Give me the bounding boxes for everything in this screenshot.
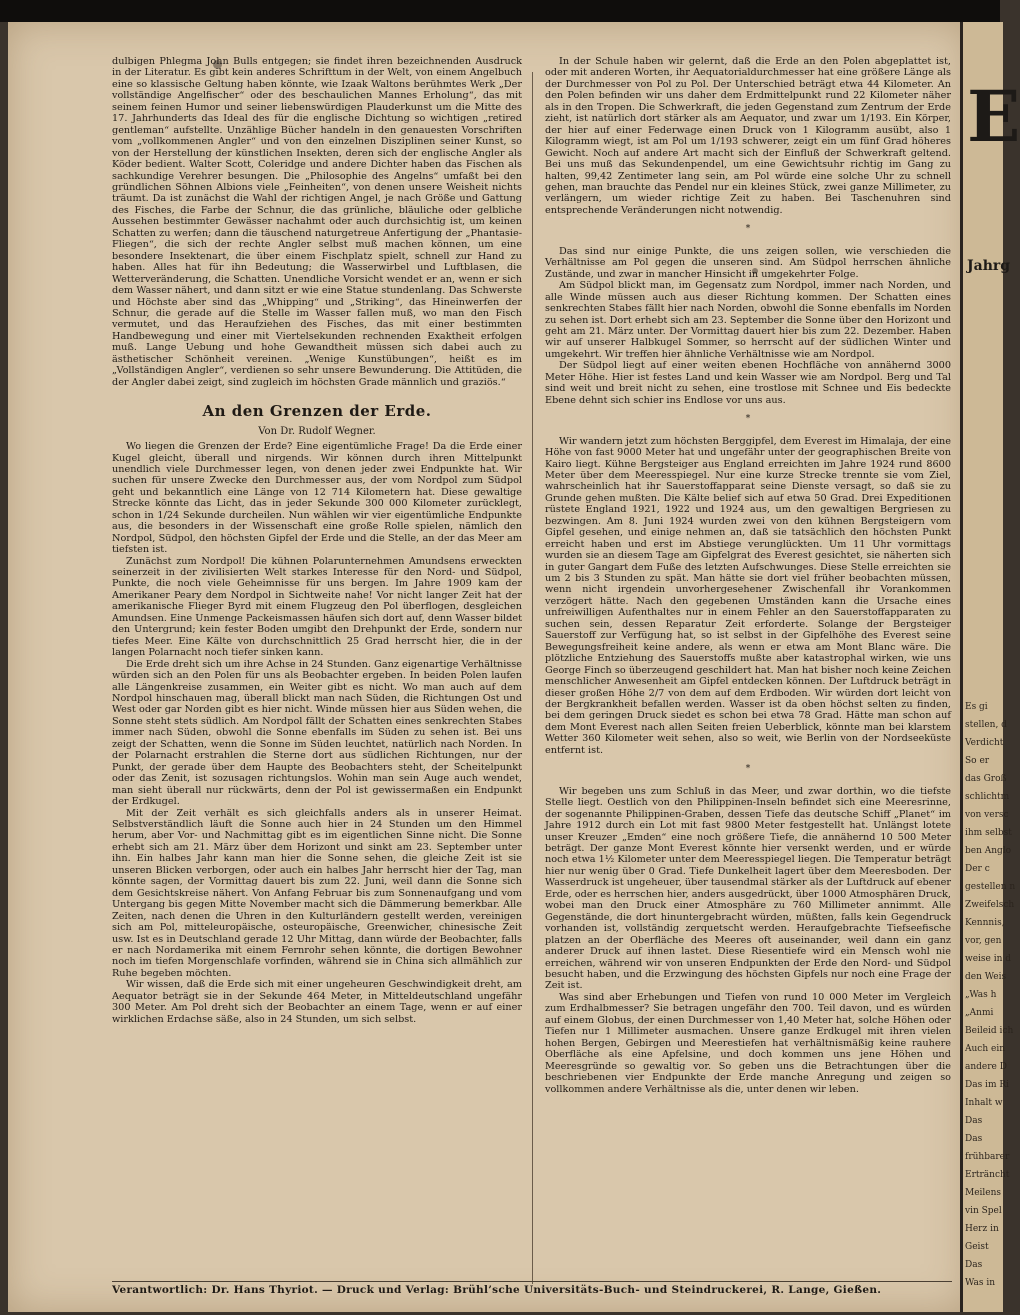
adjacent-page-text-fragment: ihm selbst: [965, 828, 1012, 838]
adjacent-page-text-fragment: von versc: [965, 810, 1009, 820]
essay-continuation-paragraph: dulbigen Phlegma John Bulls entgegen; sie findet ihren bezeichnenden Ausdruck in der Literatur. Es gibt kein anderes Schrifttum in der Welt, von einem Angelbuch eine so klassische Geltung haben könnte, wie Izaak Waltons berühmtes Werk „Der vollständige Angelfischer“ oder des beschaulichen Mannes Erholung“, das mit seinem feinen Humor und seiner liebenswürdigen Plauderkunst um die Mitte des 17. Jahrhunderts das Ideal des für die englische Dichtung so wichtigen „retired gentleman“ aufstellte. Unzählige Bücher handeln in den genauesten Vorschriften vom „vollkommenen Angler“ und von den einzelnen Disziplinen seiner Kunst, so von der Herstellung der künstlichen Insekten, deren sich der englische Angler als Köder bedient. Walter Scott, Coleridge und andere Dichter haben das Fischen als sachkundige Verehrer besungen. Die „Philosophie des Angelns“ umfaßt bei den gründlichen Söhnen Albions viele „Feinheiten“, von denen unsere Weisheit nichts träumt. Da ist zunächst die Wahl der richtigen Angel, je nach Größe und Gattung des Fisches, die Farbe der Schnur, die das grünliche, bläuliche oder gelbliche Aussehen bestimmter Gewässer nachahmt oder auch durchsichtig ist, um keinen Schatten zu werfen; dann die täuschend naturgetreue Anfertigung der „Phantasie-Fliegen“, die sich der rechte Angler selbst muß machen können, um eine besondere Insektenart, die über einem Fischplatz spielt, schnell zur Hand zu haben. Alles hat für ihn Bedeutung; die Wasserwirbel und Luftblasen, die Wetterveränderung, die Schatten. Unendliche Vorsicht wendet er an, wenn er sich dem Wasser nähert, und dann sitzt er wie eine Statue stundenlang. Das Schwerste und Höchste aber sind das „Whipping“ und „Striking“, das Hineinwerfen der Schnur, die gerade auf die Stelle im Wasser fallen muß, wo man den Fisch vermutet, und das Heraufziehen des Fisches, das mit einer bestimmten Handbewegung und einer mit Viertelsekunden rechnenden Exaktheit erfolgen muß. Lange Uebung und hohe Gewandtheit müssen sich dabei auch zu ästhetischer Schönheit vereinen. „Wenige Kunstübungen“, heißt es im „Vollständigen Angler“, verdienen so sehr unsere Bewunderung. Die Attitüden, die der Angler dabei zeigt, sind zugleich im höchsten Grade männlich und graziös.“: [112, 56, 522, 388]
imprint-footer: Verantwortlich: Dr. Hans Thyriot. — Druck und Verlag: Brühl’sche Universitäts-Buch- und Steindruckerei, R. Lange, Gießen.: [112, 1284, 882, 1296]
adjacent-page-text-fragment: Das: [965, 1116, 983, 1126]
article-paragraph: Zunächst zum Nordpol! Die kühnen Polarunternehmen Amundsens erweckten seinerzeit in der zivilisierten Welt starkes Interesse für den Nord- und Südpol, Punkte, die noch viele Geheimnisse für uns bergen. Im Jahre 1909 kam der Amerikaner Peary dem Nordpol in Sichtweite nahe! Vor nicht langer Zeit hat der amerikanische Flieger Byrd mit einem Flugzeug den Pol überflogen, desgleichen Amundsen. Eine Unmenge Packeismassen häufen sich dort auf, denn Wasser bildet den Untergrund; kein fester Boden umgibt den Drehpunkt der Erde, sondern nur tiefes Meer. Eine Kälte von durchschnittlich 25 Grad herrscht hier, die in der langen Polarnacht noch tiefer sinken kann.: [112, 555, 522, 659]
column-divider: [532, 72, 533, 1284]
article-paragraph: In der Schule haben wir gelernt, daß die Erde an den Polen abgeplattet ist, oder mit anderen Worten, ihr Aequatorialdurchmesser hat eine größere Länge als der Durchmesser von Pol zu Pol. Der Unterschied beträgt etwa 44 Kilometer. An den Polen befinden wir uns daher dem Erdmittelpunkt rund 22 Kilometer näher als in den Tropen. Die Schwerkraft, die jeden Gegenstand zum Zentrum der Erde zieht, ist natürlich dort stärker als am Aequator, und zwar um 1/193. Ein Körper, der hier auf einer Federwage einen Druck von 1 Kilogramm ausübt, also 1 Kilogramm wiegt, ist am Pol um 1/193 schwerer, zeigt ein um fünf Grad höheres Gewicht. Noch auf andere Art macht sich der Einfluß der Schwerkraft geltend. Bei uns muß das Sekundenpendel, um eine Gewichtsuhr richtig im Gang zu halten, 99,42 Zentimeter lang sein, am Pol würde eine solche Uhr zu schnell gehen, man brauchte das Pendel nur ein kleines Stück, zwei ganze Millimeter, zu verlängern, um wieder richtige Zeit zu haben. Bei Taschenuhren sind entsprechende Veränderungen nicht notwendig.: [545, 56, 951, 216]
adjacent-page-text-fragment: Geist: [965, 1242, 989, 1252]
adjacent-page-text-fragment: „Anmi: [965, 1008, 994, 1018]
adjacent-page-text-fragment: Das im Ri: [965, 1080, 1009, 1090]
right-column: [545, 56, 951, 1261]
volume-header-fragment: Jahrg: [967, 258, 1011, 274]
adjacent-page-text-fragment: den Weis: [965, 972, 1007, 982]
adjacent-page-text-fragment: Kennnis,: [965, 918, 1005, 928]
adjacent-page-text-fragment: frühbarer: [965, 1152, 1010, 1162]
article-paragraph: Das sind nur einige Punkte, die uns zeigen sollen, wie verschieden die Verhältnisse am Pol gegen die unseren sind. Am Südpol herrschen ähnliche Zustände, und zwar in mancher Hinsicht in umgekehrter Folge.: [545, 245, 951, 280]
adjacent-page-text-fragment: Was in: [965, 1278, 995, 1288]
adjacent-page-text-fragment: So er: [965, 756, 990, 766]
adjacent-page-text-fragment: weise in d: [965, 954, 1012, 964]
section-separator: *: [745, 764, 751, 775]
adjacent-page-text-fragment: Meilens: [965, 1188, 1002, 1198]
article-paragraph: Mit der Zeit verhält es sich gleichfalls anders als in unserer Heimat. Selbstverständlich läuft die Sonne auch hier in 24 Stunden um den Himmel herum, aber Vor- und Nachmittag gibt es im eigentlichen Sinne nicht. Die Sonne erhebt sich am 21. März über dem Horizont und sinkt am 23. September unter ihn. Ein halbes Jahr kann man hier die Sonne sehen, die gleiche Zeit ist sie unseren Blicken verborgen, oder auch ein halbes Jahr herrscht hier der Tag, man könnte sagen, der Vormittag dauert bis zum 22. Juni, weil dann die Sonne sich dem Gesichtskreise nähert. Von Anfang Februar bis zum Sonnenaufgang und vom Untergang bis gegen Mitte November macht sich die Dämmerung bemerkbar. Alle Zeiten, nach denen die Uhren in den Kulturländern gestellt werden, vereinigen sich am Pol, mitteleuropäische, osteuropäische, Greenwicher, chinesische Zeit usw. Ist es in Deutschland gerade 12 Uhr Mittag, dann würde der Beobachter, falls er nach Nordamerika mit einem Fernrohr sehen könnte, die dortigen Bewohner noch im tiefen Morgenschlafe vorfinden, während sie in China sich allmählich zur Ruhe begeben möchten.: [112, 807, 522, 979]
adjacent-page-text-fragment: stellen, d: [965, 720, 1007, 730]
article-title: An den Grenzen der Erde.: [202, 402, 432, 421]
adjacent-page-text-fragment: Es gi: [965, 702, 988, 712]
article-byline: Von Dr. Rudolf Wegner.: [258, 425, 376, 437]
left-column: [112, 56, 522, 1261]
adjacent-page-text-fragment: Auch ein: [965, 1044, 1005, 1054]
article-paragraph: Wo liegen die Grenzen der Erde? Eine eigentümliche Frage! Da die Erde einer Kugel gleicht, überall und nirgends. Wir können durch ihren Mittelpunkt unendlich viele Durchmesser legen, von denen jeder zwei Endpunkte hat. Wir suchen für unsere Zwecke den Durchmesser aus, der vom Nordpol zum Südpol geht und bekanntlich eine Länge von 12 714 Kilometern hat. Diese gewaltige Strecke könnte das Licht, das in jeder Sekunde 300 000 Kilometer zurücklegt, schon in 1/24 Sekunde durcheilen. Nun wählen wir vier eigentümliche Endpunkte aus, die besonders in der Wissenschaft eine große Rolle spielen, nämlich den Nordpol, Südpol, den höchsten Gipfel der Erde und die Stelle, an der das Meer am tiefsten ist.: [112, 441, 522, 556]
article-paragraph: Wir wissen, daß die Erde sich mit einer ungeheuren Geschwindigkeit dreht, am Aequator beträgt sie in der Sekunde 464 Meter, in Mitteldeutschland ungefähr 300 Meter. Am Pol dreht sich der Beobachter an einem Tage, wenn er auf einer wirklichen Erdachse säße, also in 24 Stunden, um sich selbst.: [112, 979, 522, 1025]
article-paragraph: Die Erde dreht sich um ihre Achse in 24 Stunden. Ganz eigenartige Verhältnisse würden sich an den Polen für uns als Beobachter ergeben. In beiden Polen laufen alle Längenkreise zusammen, ein Weiter gibt es nicht. Wo man auch auf dem Nordpol hinschauen mag, überall blickt man nach Süden, die Richtungen Ost und West oder gar Norden gibt es hier nicht. Winde müssen hier aus Süden wehen, die Sonne steht stets südlich. Am Nordpol fällt der Schatten eines senkrechten Stabes immer nach Süden, obwohl die Sonne ebenfalls im Süden zu sehen ist. Bei uns zeigt der Schatten, wenn die Sonne im Süden leuchtet, natürlich nach Norden. In der Polarnacht erstrahlen die Sterne dort aus südlichen Richtungen, nur der Punkt, der gerade über dem Haupte des Beobachters steht, der Scheitelpunkt oder das Zenit, ist sozusagen richtungslos. Wohin man sein Auge auch wendet, man sieht überall nur rückwärts, denn der Pol ist gewissermaßen ein Endpunkt der Erdkugel.: [112, 658, 522, 808]
adjacent-page-text-fragment: andere D: [965, 1062, 1007, 1072]
section-separator: *: [745, 414, 751, 425]
adjacent-page-text-fragment: Beileid ich: [965, 1026, 1014, 1036]
adjacent-page-text-fragment: gestellen n: [965, 882, 1016, 892]
footer-rule: [112, 1281, 952, 1282]
adjacent-page-text-fragment: Erträncht: [965, 1170, 1010, 1180]
adjacent-page-text-fragment: schlichtm: [965, 792, 1010, 802]
adjacent-page-text-fragment: Zweifelsch: [965, 900, 1015, 910]
adjacent-page-text-fragment: Inhalt w: [965, 1098, 1003, 1108]
adjacent-page-text-fragment: vin Spel: [965, 1206, 1002, 1216]
adjacent-page-text-fragment: vor, gen: [965, 936, 1002, 946]
adjacent-page-text-fragment: Herz in: [965, 1224, 999, 1234]
article-paragraph: Wir begeben uns zum Schluß in das Meer, und zwar dorthin, wo die tiefste Stelle liegt. Oestlich von den Philippinen-Inseln befindet sich eine Meeresrinne, der sogenannte Philippinen-Graben, dessen Tiefe das deutsche Schiff „Planet“ im Jahre 1912 durch ein Lot mit fast 9800 Meter festgestellt hat. Unlängst lotete unser Kreuzer „Emden“ eine noch größere Tiefe, die annähernd 10 500 Meter beträgt. Der ganze Mont Everest könnte hier versenkt werden, und er würde noch etwa 1½ Kilometer unter dem Meeresspiegel liegen. Die Temperatur beträgt hier nur wenig über 0 Grad. Tiefe Dunkelheit lagert über dem Meeresboden. Der Wasserdruck ist ungeheuer, über tausendmal stärker als der Luftdruck auf ebener Erde, oder es herrschen hier, anders ausgedrückt, über 1000 Atmosphären Druck, wobei man den Druck einer Atmosphäre zu 760 Millimeter annimmt. Alle Gegenstände, die dort hinuntergebracht würden, müßten, falls kein Gegendruck vorhanden ist, vollständig zerquetscht werden. Heraufgebrachte Tiefseefische platzen an der Oberfläche des Meeres oft auseinander, weil dann ein ganz anderer Druck auf ihnen lastet. Diese Riesentiefe wird ein Mensch wohl nie erreichen, während wir von unseren Endpunkten der Erde den Nord- und Südpol besucht haben, und die Erzwingung des höchsten Gipfels nur noch eine Frage der Zeit ist.: [545, 785, 951, 992]
adjacent-page-edge: [960, 22, 1020, 1312]
article-paragraph: Der Südpol liegt auf einer weiten ebenen Hochfläche von annähernd 3000 Meter Höhe. Hier ist festes Land und kein Wasser wie am Nordpol. Berg und Tal sind weit und breit nicht zu sehen, eine trostlose mit Schnee und Eis bedeckte Ebene dehnt sich schier ins Endlose vor uns aus.: [545, 360, 951, 406]
masthead-letter: E: [967, 75, 1020, 158]
adjacent-page-text-fragment: Das: [965, 1134, 983, 1144]
adjacent-page-text-fragment: Das: [965, 1260, 983, 1270]
adjacent-page-text-fragment: „Was h: [965, 990, 997, 1000]
adjacent-page-text-fragment: Der c: [965, 864, 990, 874]
adjacent-page-text-fragment: ben Anglo: [965, 846, 1012, 856]
adjacent-page-text-fragment: das Groß: [965, 774, 1007, 784]
adjacent-page-text-fragment: Verdicht: [965, 738, 1004, 748]
section-separator: *: [745, 224, 751, 235]
article-paragraph: Was sind aber Erhebungen und Tiefen von rund 10 000 Meter im Vergleich zum Erdhalbmesser? Sie betragen ungefähr den 700. Teil davon, und es würden auf einem Globus, der einen Durchmesser von 1,40 Meter hat, solche Höhen oder Tiefen nur 1 Millimeter ausmachen. Unsere ganze Erdkugel mit ihren vielen hohen Bergen, Gebirgen und Meerestiefen hat verhältnismäßig keine rauhere Oberfläche als eine Apfelsine, und doch kommen uns jene Höhen und Meeresgründe so gewaltig vor. So geben uns die Betrachtungen über die beschriebenen vier Endpunkte der Erde manche Anregung und zeigen so vollkommen andere Verhältnisse als die, unter denen wir leben.: [545, 991, 951, 1095]
top-bar: [0, 0, 1000, 22]
article-paragraph: Wir wandern jetzt zum höchsten Berggipfel, dem Everest im Himalaja, der eine Höhe von fast 9000 Meter hat und ungefähr unter der geographischen Breite von Kairo liegt. Kühne Bergsteiger aus England erreichten im Jahre 1924 rund 8600 Meter über dem Meeresspiegel. Nur eine kurze Strecke trennte sie vom Ziel, wahrscheinlich hat ihr Sauerstoffapparat seine Dienste versagt, so daß sie zu Grunde gehen mußten. Die Kälte belief sich auf etwa 50 Grad. Drei Expeditionen rüstete England 1921, 1922 und 1924 aus, um den gewaltigen Bergriesen zu bezwingen. Am 8. Juni 1924 wurden zwei von den kühnen Bergsteigern vom Gipfel gesehen, und einige nehmen an, daß sie tatsächlich den höchsten Punkt erreicht haben und erst im Abstiege verunglückten. Um 11 Uhr vormittags wurden sie an diesem Tage am Gipfelgrat des Everest gesichtet, sie näherten sich in guter Gangart dem Fuße des letzten Aufschwunges. Diese Stelle erreichten sie um 2 bis 3 Stunden zu spät. Man hätte sie dort viel früher beobachten müssen, wenn nicht irgendein unvorhergesehener Zwischenfall ihr Vorankommen verzögert hätte. Nach den gegebenen Umständen kann die Ursache eines unfreiwilligen Aufenthaltes nur in einem Fehler an den Sauerstoffapparaten zu suchen sein, dessen Reparatur Zeit erforderte. Solange der Bergsteiger Sauerstoff zur Verfügung hat, so ist selbst in der Gipfelhöhe des Everest seine Bewegungsfreiheit keine andere, als wenn er etwa am Mont Blanc wäre. Die plötzliche Entziehung des Sauerstoffs mußte aber katastrophal wirken, wie uns George Finch so überzeugend geschildert hat. Man hat bisher noch keine Zeichen menschlicher Anwesenheit am Gipfel entdecken können. Der Luftdruck beträgt in dieser großen Höhe 2/7 von dem auf dem Erdboden. Wir würden dort leicht von der Bergkrankheit befallen werden. Wasser ist da oben höchst selten zu finden, bei dem geringen Druck siedet es schon bei etwa 78 Grad. Hätte man schon auf dem Mont Everest nach allen Seiten freien Ueberblick, könnte man bei klarstem Wetter 360 Kilometer weit sehen, also so weit, wie Berlin von der Nordseeküste entfernt ist.: [545, 435, 951, 756]
article-paragraph: Am Südpol blickt man, im Gegensatz zum Nordpol, immer nach Norden, und alle Winde müssen auch aus dieser Richtung kommen. Der Schatten eines senkrechten Stabes fällt hier nach Norden, obwohl die Sonne ebenfalls im Norden zu sehen ist. Dort erhebt sich am 23. September die Sonne über den Horizont und geht am 21. März unter. Der Vormittag dauert hier bis zum 22. Dezember. Haben wir auf unserer Halbkugel Sommer, so herrscht auf der südlichen Winter und umgekehrt. Wir treffen hier ähnliche Verhältnisse wie am Nordpol.: [545, 280, 951, 360]
